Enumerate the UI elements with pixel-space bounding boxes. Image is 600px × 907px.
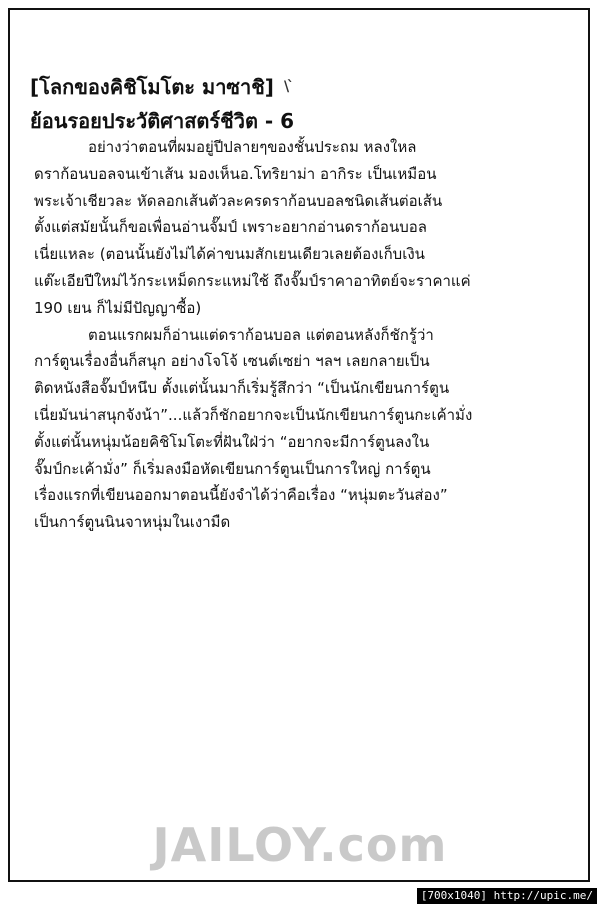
body-line: ติดหนังสือจั๊มป์หนึบ ตั้งแต่นั้นมาก็เริ่มรู้สึกว่า “เป็นนักเขียนการ์ตูน (34, 379, 450, 398)
image-host-stamp: [700x1040] http://upic.me/ (417, 888, 597, 904)
article-header (30, 70, 570, 138)
body-line: การ์ตูนเรื่องอื่นก็สนุก อย่างโจโจ้ เซนต์เซย่า ฯลฯ เลยกลายเป็น (34, 352, 430, 371)
body-line: เนี่ยแหละ (ตอนนั้นยังไม่ได้ค่าขนมสักเยนเดียวเลยต้องเก็บเงิน (34, 245, 425, 264)
body-line: 190 เยน ก็ไม่มีปัญญาซื้อ) (34, 298, 202, 317)
body-line: อย่างว่าตอนที่ผมอยู่ปีปลายๆของชั้นประถม หลงใหล (88, 138, 417, 156)
decorative-marks: \ ̀ (283, 79, 294, 95)
site-watermark: JAILOY.com (152, 818, 448, 872)
article-body (34, 134, 566, 536)
body-line: เนี่ยมันน่าสนุกจังน้า”...แล้วก็ชักอยากจะเป็นนักเขียนการ์ตูนกะเค้ามั่ง (34, 405, 473, 424)
body-line: เรื่องแรกที่เขียนออกมาตอนนี้ยังจำได้ว่าคือเรื่อง “หนุ่มตะวันส่อง” (34, 486, 448, 505)
header-series-title: [โลกของคิชิโมโตะ มาซาชิ] \ ̀ (30, 70, 570, 104)
body-line: พระเจ้าเชียวละ หัดลอกเส้นตัวละครดราก้อนบอลชนิดเส้นต่อเส้น (34, 191, 443, 210)
body-line: ตั้งแต่นั้นหนุ่มน้อยคิชิโมโตะที่ฝันใฝ่ว่า “อยากจะมีการ์ตูนลงใน (34, 432, 430, 451)
body-line: เป็นการ์ตูนนินจาหนุ่มในเงามืด (34, 513, 231, 532)
body-line: ตอนแรกผมก็อ่านแต่ดราก้อนบอล แต่ตอนหลังก็ชักรู้ว่า (88, 325, 434, 344)
header-chapter-title: ย้อนรอยประวัติศาสตร์ชีวิต - 6 (30, 109, 295, 133)
body-line: จั๊มป์กะเค้ามั่ง” ก็เริ่มลงมือหัดเขียนการ์ตูนเป็นการใหญ่ การ์ตูน (34, 459, 431, 478)
body-line: ตั้งแต่สมัยนั้นก็ขอเพื่อนอ่านจั๊มป์ เพราะอยากอ่านดราก้อนบอล (34, 218, 427, 237)
body-line: แต๊ะเอียปีใหม่ไว้กระเหม็ดกระแหม่ใช้ ถึงจั๊มป์ราคาอาทิตย์จะราคาแค่ (34, 271, 471, 290)
body-line: ดราก้อนบอลจนเข้าเส้น มองเห็นอ.โทริยาม่า อากิระ เป็นเหมือน (34, 164, 437, 183)
